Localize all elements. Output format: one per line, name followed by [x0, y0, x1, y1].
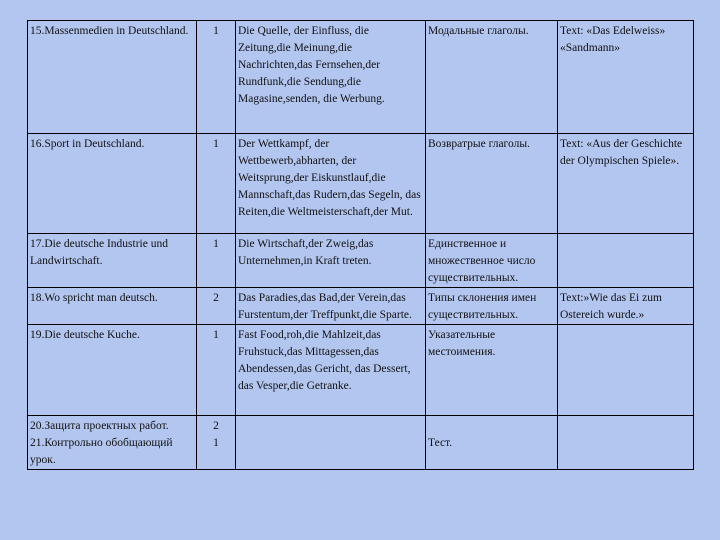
- grammar-cell: Типы склонения имен существительных.: [426, 288, 558, 325]
- grammar-cell: [426, 416, 558, 470]
- vocabulary-cell: Das Paradies,das Bad,der Verein,das Furstentum,der Treffpunkt,die Sparte.: [236, 288, 426, 325]
- vocabulary-cell: [236, 416, 426, 470]
- table-row: [28, 325, 694, 416]
- hours-cell: 2: [197, 288, 236, 325]
- reading-cell: [558, 416, 694, 470]
- grammar-cell: Возвратрые глаголы.: [426, 134, 558, 234]
- lesson-plan-table: [27, 20, 694, 470]
- topic-cell: 17.Die deutsche Industrie und Landwirtschaft.: [28, 234, 197, 288]
- reading-cell: [558, 325, 694, 416]
- grammar-cell: Указательные местоимения.: [426, 325, 558, 416]
- hours-cell: 1: [197, 21, 236, 134]
- topic-cell: [28, 416, 197, 470]
- topic-cell: 19.Die deutsche Kuche.: [28, 325, 197, 416]
- topic-cell: 16.Sport in Deutschland.: [28, 134, 197, 234]
- grammar-cell: Единственное и множественное число существительных.: [426, 234, 558, 288]
- reading-cell: Text: «Das Edelweiss» «Sandmann»: [558, 21, 694, 134]
- hours-cell: 1: [197, 234, 236, 288]
- hours-line: 2: [213, 420, 219, 432]
- vocabulary-cell: Die Quelle, der Einfluss, die Zeitung,die Meinung,die Nachrichten,das Fernsehen,der Rundfunk,die Sendung,die Magasine,senden, die Werbung.: [236, 21, 426, 134]
- vocabulary-cell: Fast Food,roh,die Mahlzeit,das Fruhstuck,das Mittagessen,das Abendessen,das Gericht, das Dessert, das Vesper,die Getranke.: [236, 325, 426, 416]
- table-row: [28, 21, 694, 134]
- grammar-line: Тест.: [428, 437, 453, 449]
- reading-cell: Text: «Aus der Geschichte der Olympischen Spiele».: [558, 134, 694, 234]
- table-row: [28, 288, 694, 325]
- hours-cell: 1: [197, 325, 236, 416]
- hours-cell: [197, 416, 236, 470]
- vocabulary-cell: Der Wettkampf, der Wettbewerb,abharten, der Weitsprung,der Eiskunstlauf,die Mannschaft,das Rudern,das Segeln, das Reiten,die Weltmeisterschaft,der Mut.: [236, 134, 426, 234]
- hours-cell: 1: [197, 134, 236, 234]
- vocabulary-cell: Die Wirtschaft,der Zweig,das Unternehmen,in Kraft treten.: [236, 234, 426, 288]
- topic-line: 20.Защита проектных работ.: [30, 420, 169, 432]
- hours-line: 1: [213, 437, 219, 449]
- topic-cell: 18.Wo spricht man deutsch.: [28, 288, 197, 325]
- topic-cell: 15.Massenmedien in Deutschland.: [28, 21, 197, 134]
- table-row: [28, 134, 694, 234]
- reading-cell: Text:»Wie das Ei zum Ostereich wurde.»: [558, 288, 694, 325]
- reading-cell: [558, 234, 694, 288]
- grammar-cell: Модальные глаголы.: [426, 21, 558, 134]
- table-row: [28, 234, 694, 288]
- topic-line: 21.Контрольно обобщающий урок.: [30, 437, 173, 466]
- table-row: [28, 416, 694, 470]
